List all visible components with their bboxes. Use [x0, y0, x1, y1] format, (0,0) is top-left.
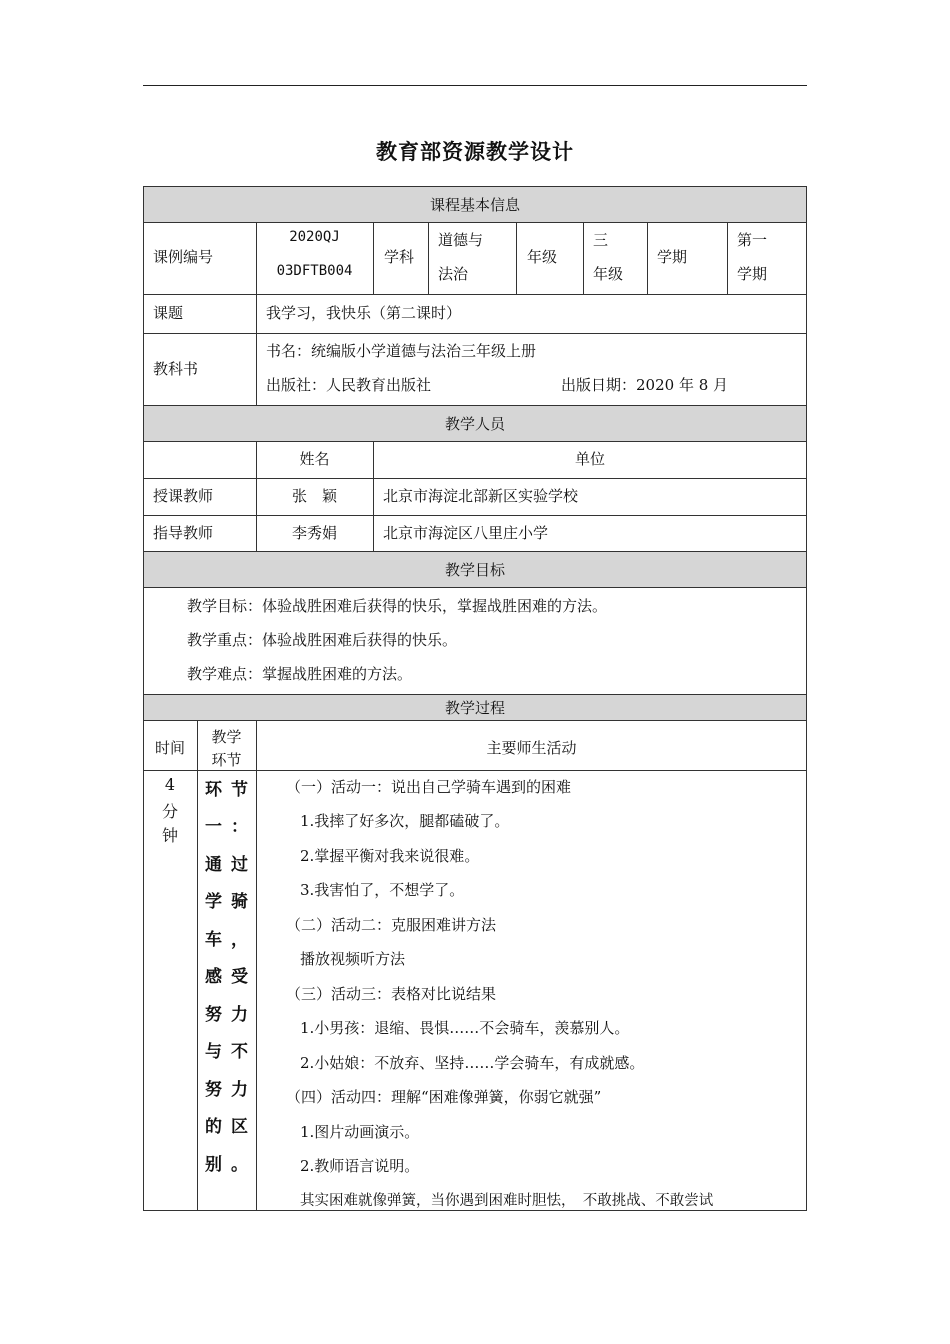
stage-line: 感受 [205, 967, 257, 987]
activity-line: 其实困难就像弹簧，当你遇到困难时胆怯， 不敢挑战、不敢尝试 [300, 1193, 714, 1209]
activity-line: 2.小姑娘：不放弃、坚持……学会骑车，有成就感。 [300, 1054, 645, 1072]
textbook-publish-date: 出版日期：2020 年 8 月 [561, 376, 729, 394]
activity-line: 2.教师语言说明。 [300, 1157, 420, 1175]
activity-line: （三）活动三：表格对比说结果 [286, 985, 497, 1003]
stage-line: 努力 [205, 1080, 257, 1100]
staff-name: 李秀娟 [291, 524, 337, 542]
activity-line: 播放视频听方法 [300, 950, 406, 968]
stage-line: 的区 [205, 1117, 257, 1137]
grade-label: 年级 [527, 248, 558, 266]
goal-line: 教学目标：体验战胜困难后获得的快乐，掌握战胜困难的方法。 [187, 597, 608, 615]
section-header-goals [143, 551, 807, 588]
activity-line: （一）活动一：说出自己学骑车遇到的困难 [286, 778, 572, 796]
time-line: 4 [164, 775, 176, 794]
textbook-publisher: 出版社：人民教育出版社 [266, 376, 432, 394]
section-title: 教学人员 [444, 415, 505, 433]
time-line: 分 [161, 802, 178, 821]
activity-line: （四）活动四：理解“困难像弹簧，你弱它就强” [286, 1088, 602, 1106]
activity-line: 2.掌握平衡对我来说很难。 [300, 847, 480, 865]
stage-line: 环节 [205, 780, 257, 800]
col-header-time: 时间 [154, 739, 185, 757]
stage-line: 通过 [205, 855, 257, 875]
stage-line: 一： [205, 817, 257, 837]
term-label: 学期 [657, 248, 688, 266]
col-header-activity: 主要师生活动 [486, 739, 577, 757]
section-title: 教学过程 [444, 699, 505, 717]
col-header-unit: 单位 [574, 450, 605, 468]
section-header-process [143, 694, 807, 721]
course-id-line1: 2020QJ [289, 229, 340, 245]
grade-line2: 年级 [593, 265, 624, 283]
header-rule [143, 85, 807, 86]
col-header-stage-line2: 环节 [211, 751, 242, 769]
topic-label: 课题 [153, 304, 184, 322]
subject-label: 学科 [384, 248, 415, 266]
topic-value: 我学习，我快乐（第二课时） [266, 304, 462, 322]
staff-role: 指导教师 [153, 524, 214, 542]
activity-line: 1.小男孩：退缩、畏惧……不会骑车，羡慕别人。 [300, 1019, 630, 1037]
subject-line2: 法治 [438, 265, 469, 283]
staff-unit: 北京市海淀区八里庄小学 [383, 524, 549, 542]
stage-line: 学骑 [205, 892, 257, 912]
page-title: 教育部资源教学设计 [376, 140, 574, 164]
activity-line: 1.图片动画演示。 [300, 1123, 420, 1141]
term-line2: 学期 [737, 265, 768, 283]
stage-line: 车， [205, 930, 257, 950]
activity-line: 1.我摔了好多次，腿都磕破了。 [300, 812, 510, 830]
term-line1: 第一 [737, 231, 768, 249]
grade-line1: 三 [593, 231, 609, 249]
staff-unit: 北京市海淀北部新区实验学校 [383, 487, 579, 505]
activity-line: （二）活动二：克服困难讲方法 [286, 916, 497, 934]
goal-line: 教学重点：体验战胜困难后获得的快乐。 [187, 631, 458, 649]
section-header-staff [143, 405, 807, 442]
stage-line: 努力 [205, 1005, 257, 1025]
stage-line: 别。 [205, 1155, 257, 1175]
staff-role: 授课教师 [153, 487, 214, 505]
textbook-name: 书名：统编版小学道德与法治三年级上册 [266, 342, 537, 360]
topic-row [143, 294, 807, 334]
col-header-name: 姓名 [299, 450, 330, 468]
course-id-label: 课例编号 [153, 248, 214, 266]
activity-line: 3.我害怕了，不想学了。 [300, 881, 465, 899]
course-id-line2: 03DFTB004 [276, 263, 353, 279]
goal-line: 教学难点：掌握战胜困难的方法。 [187, 665, 413, 683]
col-header-stage-line1: 教学 [211, 728, 242, 746]
section-title: 课程基本信息 [429, 196, 520, 214]
section-title: 教学目标 [444, 561, 505, 579]
stage-line: 与不 [205, 1042, 257, 1062]
textbook-label: 教科书 [153, 360, 199, 378]
subject-line1: 道德与 [438, 231, 484, 249]
section-header-basic-info [143, 186, 807, 223]
staff-name: 张 颖 [291, 487, 337, 505]
time-line: 钟 [161, 826, 178, 845]
